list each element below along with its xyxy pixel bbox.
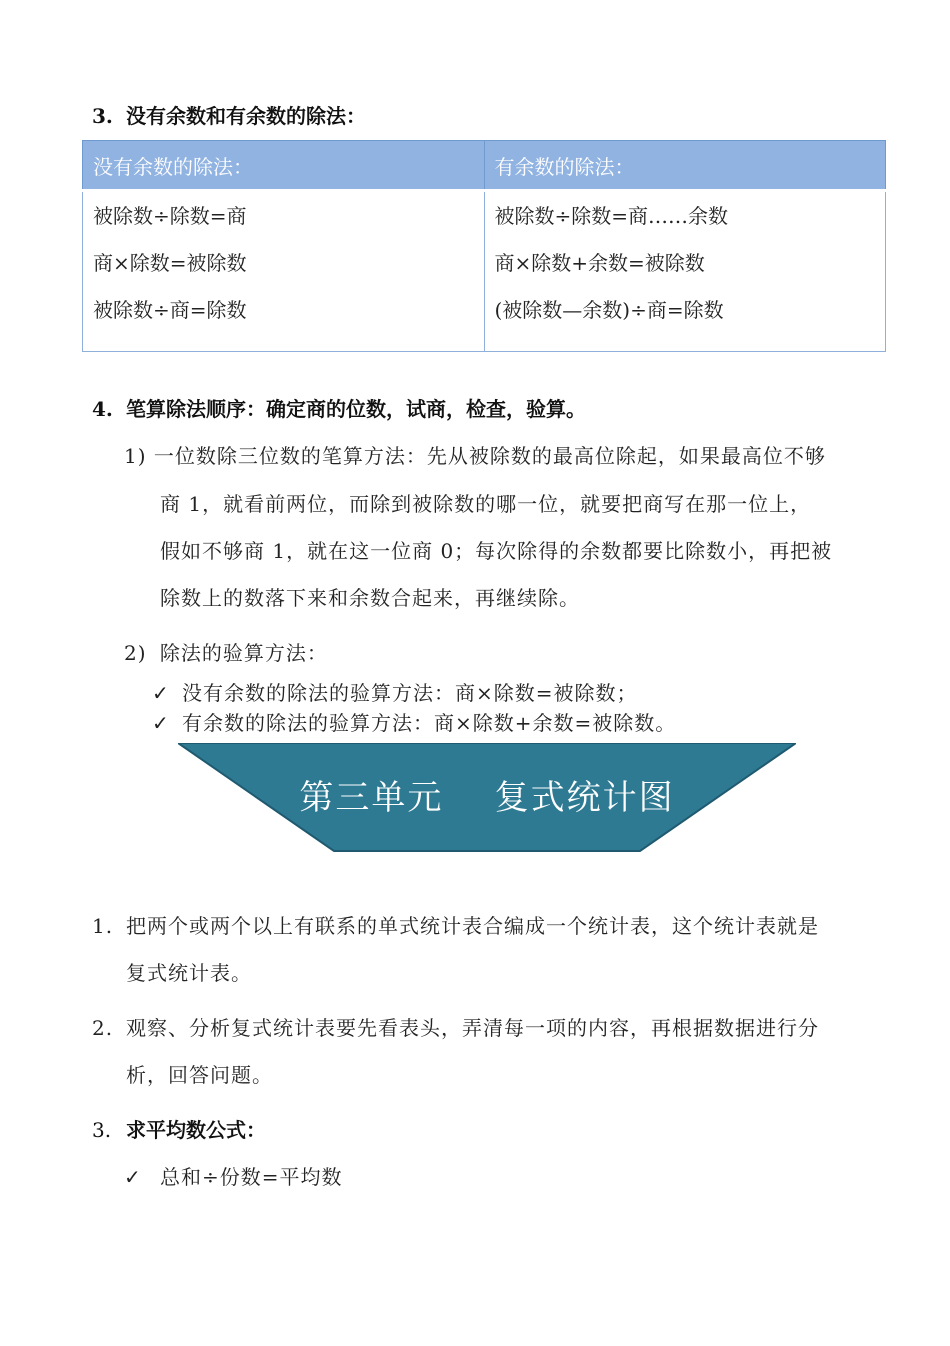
formula-line: 商×除数+余数=被除数	[494, 251, 705, 275]
section-title: 求平均数公式：	[126, 1118, 266, 1142]
list-item-2	[124, 637, 328, 666]
formula-line: 被除数÷商=除数	[93, 298, 247, 322]
section-4-heading	[92, 393, 586, 422]
check-text: 有余数的除法的验算方法：商×除数+余数=被除数。	[182, 711, 677, 735]
paragraph-line: 观察、分析复式统计表要先看表头，弄清每一项的内容，再根据数据进行分	[126, 1016, 819, 1040]
check-item	[152, 677, 638, 706]
unit-item-2	[92, 1012, 819, 1041]
table-row	[83, 191, 886, 352]
table-header-cell: 没有余数的除法：	[83, 141, 485, 191]
list-item-1-line	[124, 440, 826, 469]
paragraph-line: 一位数除三位数的笔算方法：先从被除数的最高位除起，如果最高位不够	[153, 444, 826, 468]
check-text: 没有余数的除法的验算方法：商×除数=被除数；	[182, 681, 638, 705]
paragraph-line: 假如不够商 1，就在这一位商 0；每次除得的余数都要比除数小，再把被	[160, 539, 833, 563]
table-header-row	[83, 141, 886, 191]
check-icon: ✓	[124, 1165, 142, 1189]
table-cell-with-remainder	[484, 191, 886, 352]
formula-line: 商×除数=被除数	[93, 251, 247, 275]
section-number: 3.	[92, 104, 113, 128]
paragraph-line: 复式统计表。	[126, 961, 252, 985]
formula-line: 被除数÷除数=商……余数	[494, 204, 729, 228]
list-label: 1)	[124, 444, 147, 468]
formula-line: 被除数÷除数=商	[93, 204, 247, 228]
section-title: 笔算除法顺序：确定商的位数，试商，检查，验算。	[126, 397, 586, 421]
division-comparison-table	[82, 140, 886, 352]
formula-line: (被除数—余数)÷商=除数	[494, 298, 724, 322]
item-number: 3.	[92, 1118, 112, 1142]
unit-item-3-heading	[92, 1114, 266, 1143]
section-3-heading	[92, 100, 366, 129]
section-number: 4.	[92, 397, 113, 421]
unit-title: 第三单元 复式统计图	[299, 778, 675, 818]
table-header-cell: 有余数的除法：	[484, 141, 886, 191]
unit-item-1	[92, 910, 819, 939]
table-cell-no-remainder	[83, 191, 485, 352]
check-icon: ✓	[152, 711, 170, 735]
paragraph-line: 除数上的数落下来和余数合起来，再继续除。	[160, 586, 580, 610]
section-title: 没有余数和有余数的除法：	[126, 104, 366, 128]
list-title: 除法的验算方法：	[159, 641, 328, 665]
check-item	[152, 707, 676, 736]
item-number: 2.	[92, 1016, 114, 1040]
item-number: 1.	[92, 914, 114, 938]
paragraph-line: 商 1，就看前两位，而除到被除数的哪一位，就要把商写在那一位上，	[160, 492, 812, 516]
check-text: 总和÷份数=平均数	[160, 1165, 343, 1189]
check-item	[124, 1161, 343, 1190]
paragraph-line: 析，回答问题。	[126, 1063, 273, 1087]
paragraph-line: 把两个或两个以上有联系的单式统计表合编成一个统计表，这个统计表就是	[126, 914, 819, 938]
check-icon: ✓	[152, 681, 170, 705]
list-label: 2)	[124, 641, 147, 665]
